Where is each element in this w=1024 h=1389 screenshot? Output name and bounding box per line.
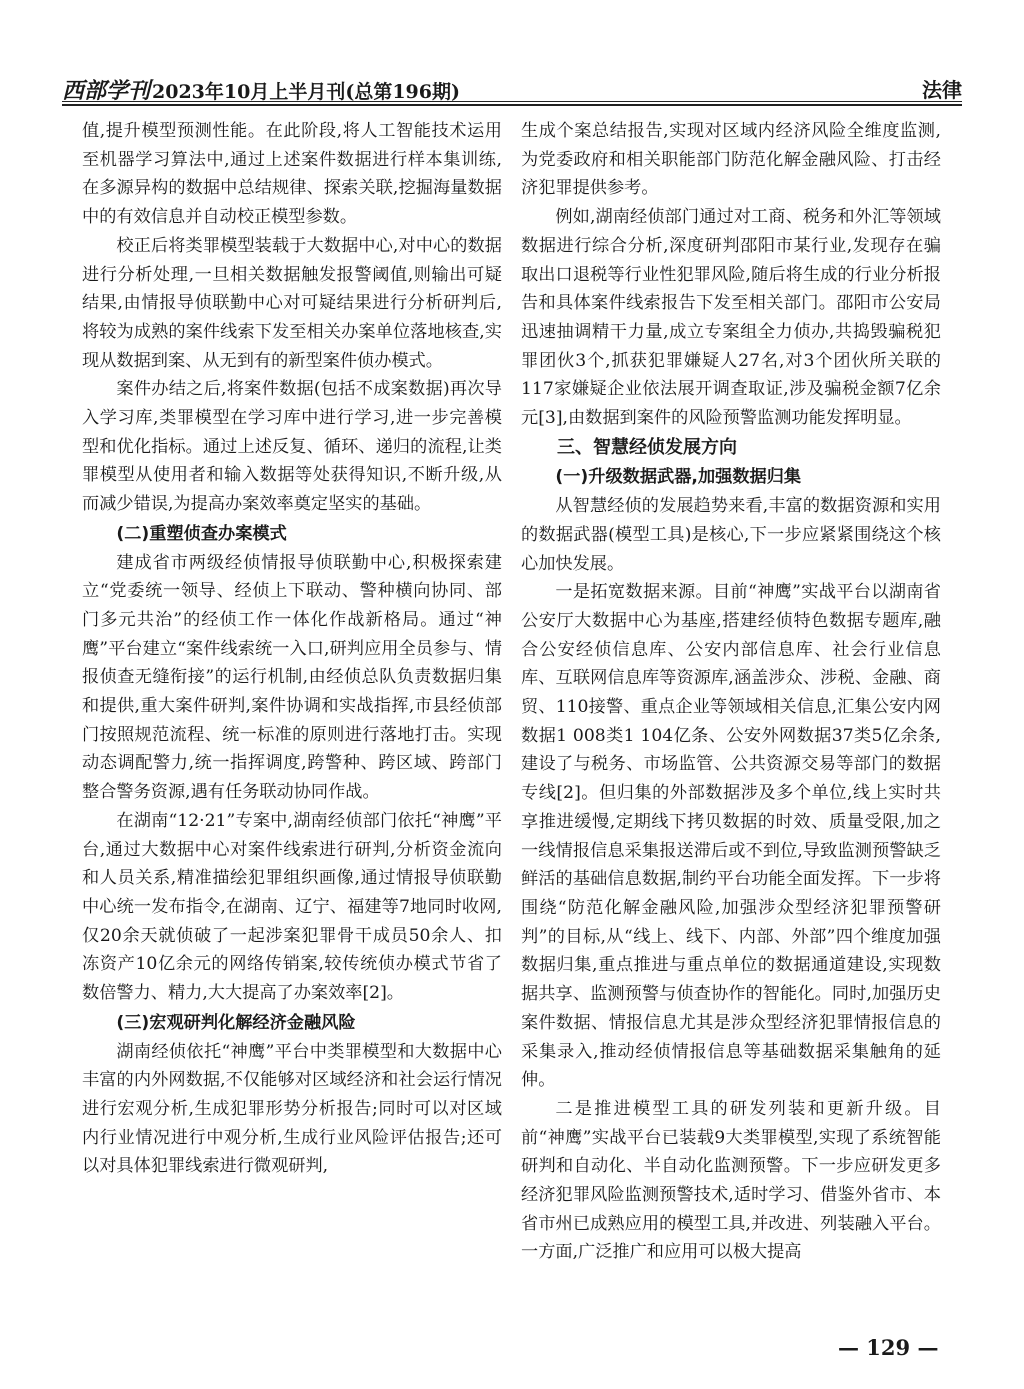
paragraph: 在湖南“12·21”专案中,湖南经侦部门依托“神鹰”平台,通过大数据中心对案件线索进行研判,分析资金流向和人员关系,精准描绘犯罪组织画像,通过情报导侦联勤中心统一发布指令,在湖南、辽宁、福建等7地同时收网,仅20余天就侦破了一起涉案犯罪骨干成员50余人、扣冻资产10亿余元的网络传销案,较传统侦办模式节省了数倍警力、精力,大大提高了办案效率[2]。: [82, 810, 502, 1004]
running-header: [62, 70, 962, 104]
right-column: [521, 117, 941, 1267]
paragraph: 值,提升模型预测性能。在此阶段,将人工智能技术运用至机器学习算法中,通过上述案件数据进行样本集训练,在多源异构的数据中总结规律、探索关联,挖掘海量数据中的有效信息并自动校正模型参数。: [82, 121, 502, 228]
subsection-heading: (三)宏观研判化解经济金融风险: [116, 1012, 356, 1033]
paragraph: 案件办结之后,将案件数据(包括不成案数据)再次导入学习库,类罪模型在学习库中进行学习,进一步完善模型和优化指标。通过上述反复、循环、递归的流程,让类罪模型从使用者和输入数据等处获得知识,不断升级,从而减少错误,为提高办案效率奠定坚实的基础。: [82, 379, 502, 515]
paragraph: 校正后将类罪模型装载于大数据中心,对中心的数据进行分析处理,一旦相关数据触发报警阈值,则输出可疑结果,由情报导侦联勤中心对可疑结果进行分析研判后,将较为成熟的案件线索下发至相关办案单位落地核查,实现从数据到案、从无到有的新型案件侦办模式。: [82, 235, 502, 371]
section-name: 法律: [922, 78, 962, 102]
subsection-heading: (二)重塑侦查办案模式: [116, 523, 287, 544]
subsection-heading: (一)升级数据武器,加强数据归集: [555, 467, 802, 488]
paragraph: 一是拓宽数据来源。目前“神鹰”实战平台以湖南省公安厅大数据中心为基座,搭建经侦特色数据专题库,融合公安经侦信息库、公安内部信息库、社会行业信息库、互联网信息库等资源库,涵盖涉众、涉税、金融、商贸、110接警、重点企业等领域相关信息,汇集公安内网数据1 008类1 104亿条、公安外网数据37类5亿余条,建设了与税务、市场监管、公共资源交易等部门的数据专线[2]。但归集的外部数据涉及多个单位,线上实时共享推进缓慢,定期线下拷贝数据的时效、质量受限,加之一线情报信息采集报送滞后或不到位,导致监测预警缺乏鲜活的基础信息数据,制约平台功能全面发挥。下一步将围绕“防范化解金融风险,加强涉众型经济犯罪预警研判”的目标,从“线上、线下、内部、外部”四个维度加强数据归集,重点推进与重点单位的数据通道建设,实现数据共享、监测预警与侦查协作的智能化。同时,加强历史案件数据、情报信息尤其是涉众型经济犯罪情报信息的采集录入,推动经侦情报信息等基础数据采集触角的延伸。: [521, 582, 941, 1091]
journal-logo: 西部学刊: [62, 78, 151, 104]
header-rule-thick: [62, 104, 962, 106]
paragraph: 从智慧经侦的发展趋势来看,丰富的数据资源和实用的数据武器(模型工具)是核心,下一步应紧紧围绕这个核心加快发展。: [521, 496, 941, 574]
paragraph: 湖南经侦依托“神鹰”平台中类罪模型和大数据中心丰富的内外网数据,不仅能够对区域经济和社会运行情况进行宏观分析,生成犯罪形势分析报告;同时可以对区域内行业情况进行中观分析,生成行业风险评估报告;还可以对具体犯罪线索进行微观研判,: [82, 1041, 502, 1177]
paragraph: 建成省市两级经侦情报导侦联勤中心,积极探索建立“党委统一领导、经侦上下联动、警种横向协同、部门多元共治”的经侦工作一体化作战新格局。通过“神鹰”平台建立“案件线索统一入口,研判应用全员参与、情报侦查无缝衔接”的运行机制,由经侦总队负责数据归集和提供,重大案件研判,案件协调和实战指挥,市县经侦部门按照规范流程、统一标准的原则进行落地打击。实现动态调配警力,统一指挥调度,跨警种、跨区域、跨部门整合警务资源,遇有任务联动协同作战。: [82, 552, 502, 803]
paragraph: 二是推进模型工具的研发列装和更新升级。目前“神鹰”实战平台已装载9大类罪模型,实现了系统智能研判和自动化、半自动化监测预警。下一步应研发更多经济犯罪风险监测预警技术,适时学习、借鉴外省市、本省市州已成熟应用的模型工具,并改进、列装融入平台。一方面,广泛推广和应用可以极大提高: [521, 1098, 941, 1263]
section-heading: 三、智慧经侦发展方向: [557, 436, 737, 458]
page-number: — 129 —: [838, 1335, 939, 1360]
paragraph: 例如,湖南经侦部门通过对工商、税务和外汇等领域数据进行综合分析,深度研判邵阳市某行业,发现存在骗取出口退税等行业性犯罪风险,随后将生成的行业分析报告和具体案件线索报告下发至相关部门。邵阳市公安局迅速抽调精干力量,成立专案组全力侦办,共捣毁骗税犯罪团伙3个,抓获犯罪嫌疑人27名,对3个团伙所关联的117家嫌疑企业依法展开调查取证,涉及骗税金额7亿余元[3],由数据到案件的风险预警监测功能发挥明显。: [521, 207, 941, 429]
header-rule-thin: [62, 101, 962, 102]
journal-issue: 2023年10月上半月刊(总第196期): [152, 81, 460, 103]
paragraph: 生成个案总结报告,实现对区域内经济风险全维度监测,为党委政府和相关职能部门防范化解金融风险、打击经济犯罪提供参考。: [521, 121, 941, 199]
left-column: [82, 117, 502, 1181]
